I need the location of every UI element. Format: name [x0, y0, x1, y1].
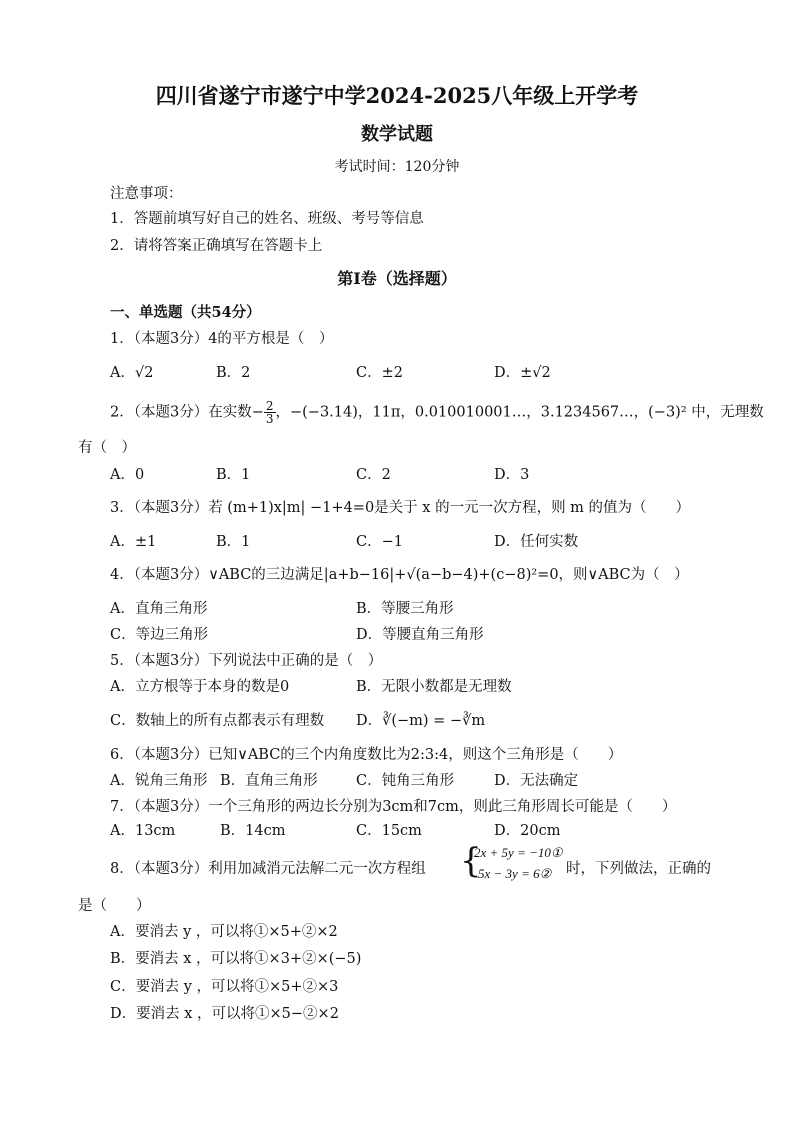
question-6-stem: 6．（本题3分）已知∨ABC的三个内角度数比为2:3:4，则这个三角形是（ ）	[110, 747, 623, 763]
question-5-option-d: D．∛(−m) = −∛m	[356, 713, 486, 729]
question-1-option-a: A．√2	[110, 365, 154, 381]
question-1-option-c: C．±2	[356, 365, 403, 381]
question-7-option-d: D．20cm	[494, 823, 561, 839]
equation-2: 5x − 3y = 6②	[478, 866, 552, 881]
question-3-option-a: A．±1	[110, 534, 157, 550]
notice-item-1: 1．答题前填写好自己的姓名、班级、考号等信息	[110, 211, 424, 227]
question-2-option-d: D．3	[494, 467, 530, 483]
question-7-stem: 7．（本题3分）一个三角形的两边长分别为3cm和7cm，则此三角形周长可能是（ ）	[110, 799, 677, 815]
part-title: 第I卷（选择题）	[337, 269, 457, 288]
exam-time: 考试时间：120分钟	[334, 159, 460, 175]
question-6-option-c: C．钝角三角形	[356, 773, 455, 789]
question-3-option-c: C．−1	[356, 534, 403, 550]
question-2-option-b: B．1	[216, 467, 251, 483]
question-5-option-a: A．立方根等于本身的数是0	[110, 679, 290, 695]
equation-1: 2x + 5y = −10①	[474, 845, 563, 860]
question-5-option-b: B．无限小数都是无理数	[356, 679, 512, 695]
question-7-option-c: C．15cm	[356, 823, 422, 839]
question-6-option-a: A．锐角三角形	[110, 773, 208, 789]
question-8-option-b: B．要消去 x ，可以将①×3+②×(−5)	[110, 951, 362, 967]
question-2-option-c: C．2	[356, 467, 391, 483]
question-8-option-d: D．要消去 x ，可以将①×5−②×2	[110, 1006, 339, 1022]
section-title: 一、单选题（共54分）	[110, 304, 261, 321]
question-4-option-b: B．等腰三角形	[356, 601, 454, 617]
fraction-numerator: 2	[265, 399, 274, 413]
question-6-option-b: B．直角三角形	[220, 773, 318, 789]
question-2-fraction	[264, 400, 276, 425]
question-1-option-d: D．±√2	[494, 365, 551, 381]
question-8-stem-tail: 是（ ）	[78, 898, 151, 914]
question-8-stem-rest: 时，下列做法，正确的	[566, 861, 711, 877]
notice-heading: 注意事项：	[110, 186, 183, 202]
question-4-option-d: D．等腰直角三角形	[356, 627, 484, 643]
equation-brace: {	[460, 841, 482, 881]
question-6-option-d: D．无法确定	[494, 773, 579, 789]
question-3-option-d: D．任何实数	[494, 534, 579, 550]
question-2-option-a: A．0	[110, 467, 145, 483]
question-4-option-a: A．直角三角形	[110, 601, 208, 617]
fraction-denominator: 3	[265, 412, 274, 426]
question-1-option-b: B．2	[216, 365, 251, 381]
question-4-option-c: C．等边三角形	[110, 627, 209, 643]
question-7-option-a: A．13cm	[110, 823, 176, 839]
question-3-stem: 3．（本题3分）若 (m+1)x|m| −1+4=0是关于 x 的一元一次方程，则 m 的值为（ ）	[110, 500, 691, 516]
notice-item-2: 2．请将答案正确填写在答题卡上	[110, 238, 323, 254]
question-8-option-c: C．要消去 y ，可以将①×5+②×3	[110, 979, 339, 995]
question-7-option-b: B．14cm	[220, 823, 286, 839]
question-3-option-b: B．1	[216, 534, 251, 550]
question-2-stem-start: 2．（本题3分）在实数−	[110, 404, 264, 421]
question-5-stem: 5．（本题3分）下列说法中正确的是（ ）	[110, 653, 383, 669]
question-8-option-a: A．要消去 y ，可以将①×5+②×2	[110, 924, 338, 940]
question-2-stem-rest: ，−(−3.14)，11π，0.010010001…，3.1234567…，(−3)² 中，无理数	[275, 404, 764, 421]
question-1-stem: 1．（本题3分）4的平方根是（ ）	[110, 331, 334, 347]
question-5-option-c: C．数轴上的所有点都表示有理数	[110, 713, 325, 729]
exam-subtitle: 数学试题	[361, 124, 433, 145]
question-2-stem-tail: 有（ ）	[78, 440, 136, 456]
question-2-stem	[110, 400, 764, 425]
question-4-stem: 4．（本题3分）∨ABC的三边满足|a+b−16|+√(a−b−4)+(c−8)²=0，则∨ABC为（ ）	[110, 567, 689, 583]
exam-title: 四川省遂宁市遂宁中学2024-2025八年级上开学考	[155, 83, 639, 108]
question-8-stem: 8．（本题3分）利用加减消元法解二元一次方程组	[110, 861, 426, 877]
